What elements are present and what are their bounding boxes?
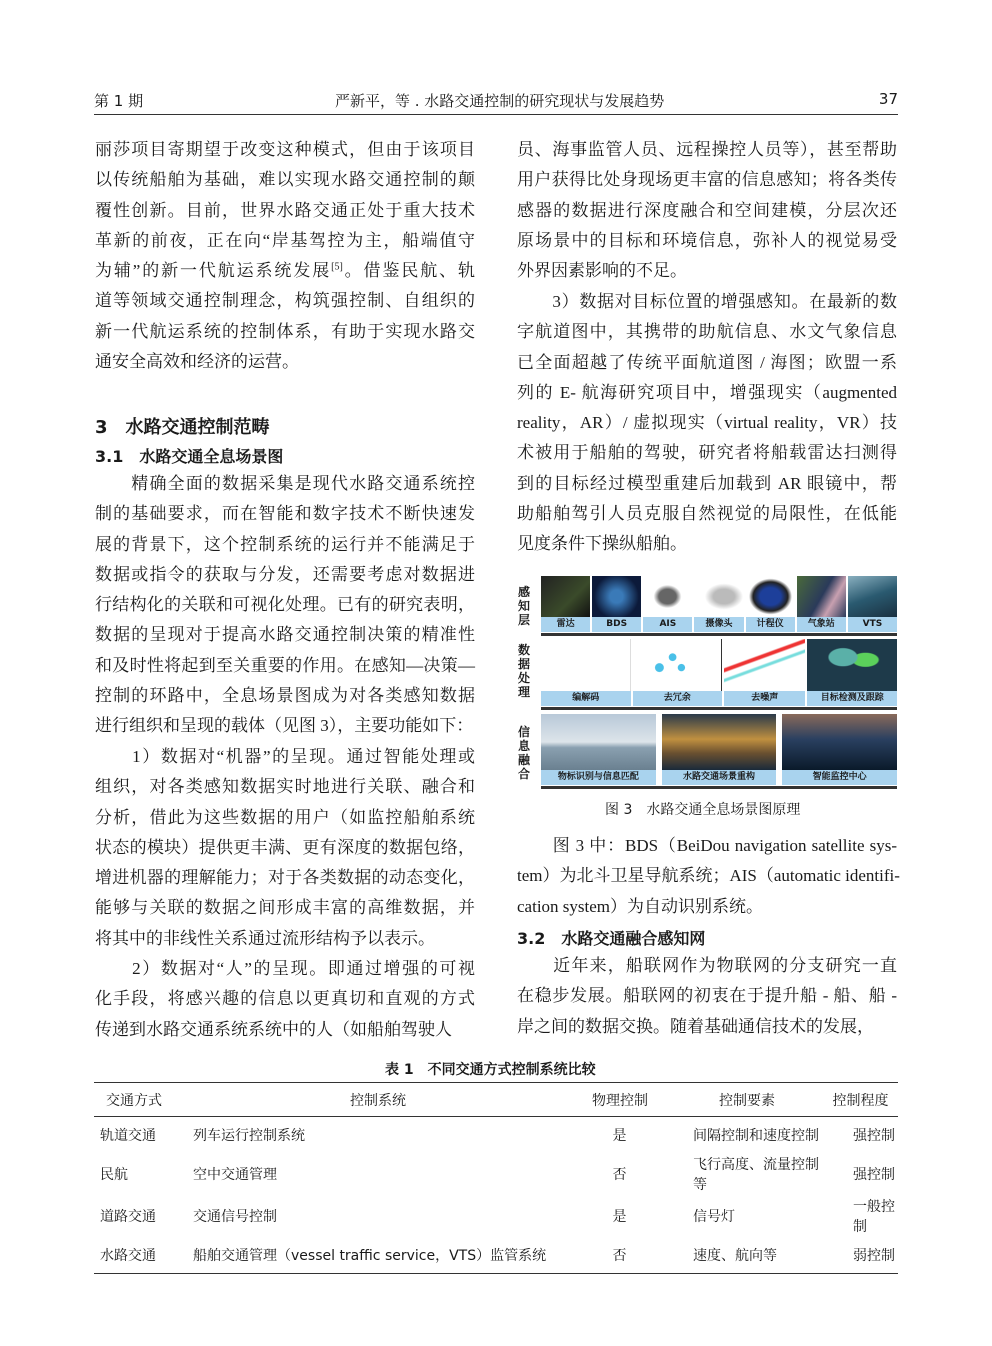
tracking-image — [807, 639, 897, 691]
text-line: 控制的环路中，全息场景图成为对各类感知数据 — [95, 686, 475, 706]
issue-number: 第 1 期 — [94, 92, 144, 110]
text-line: 2）数据对“人”的呈现。即通过增强的可视 — [95, 959, 475, 978]
text-line: 列的 E- 航海研究项目中，增强现实（augmented — [517, 382, 897, 402]
label-radar: 雷达 — [541, 617, 590, 632]
table-cell: 是 — [612, 1128, 627, 1144]
text-line: 组织，对各类感知数据实时地进行关联、融合和 — [95, 777, 475, 797]
table-cell: 是 — [612, 1209, 627, 1225]
table-cell: 水路交通 — [94, 1237, 187, 1274]
text-line: 增进机器的理解能力；对于各类数据的动态变化， — [95, 868, 475, 888]
bds-image — [592, 576, 641, 617]
text-line: 用户获得比处身现场更丰富的信息感知；将各类传 — [517, 170, 897, 190]
table-cell: 速度、航向等 — [671, 1237, 823, 1274]
figure-3 — [517, 575, 899, 791]
left-paragraph-3 — [95, 742, 475, 954]
table-caption: 表 1 不同交通方式控制系统比较 — [385, 1062, 596, 1078]
table-cell: 弱控制 — [823, 1237, 898, 1274]
text-line: 近年来，船联网作为物联网的分支研究一直 — [517, 956, 897, 975]
processing-row — [541, 639, 897, 706]
header-mode: 交通方式 — [94, 1083, 187, 1117]
layer-divider — [541, 786, 897, 789]
text-line: 分析，借此为这些数据的用户（如监控船舶系统 — [95, 807, 475, 827]
label-vts: VTS — [848, 617, 897, 632]
text-line: 进行组织和呈现的载体（见图 3），主要功能如下： — [95, 716, 474, 736]
denoise-chart — [724, 639, 805, 691]
figure-caption: 图 3 水路交通全息场景图原理 — [605, 802, 801, 818]
label-dedup: 去冗余 — [633, 691, 723, 706]
right-paragraph-4 — [517, 951, 897, 1042]
text-line: reality，AR）/ 虚拟现实（virtual reality，VR）技 — [517, 413, 897, 433]
text-line: cation system）为自动识别系统。 — [517, 896, 764, 916]
table-cell: 列车运行控制系统 — [193, 1128, 305, 1144]
table-cell: 否 — [612, 1167, 627, 1183]
text-line: 将其中的非线性关系通过流形结构予以表示。 — [95, 928, 435, 948]
text-line: 行结构化的关联和可视化处理。已有的研究表明， — [95, 595, 475, 615]
table-header-row — [94, 1083, 898, 1117]
layer-divider — [541, 633, 897, 636]
table-cell: 空中交通管理 — [193, 1167, 277, 1183]
text-line: 数据的呈现对于提高水路交通控制决策的精准性 — [95, 625, 475, 645]
log-image — [746, 576, 795, 617]
text-line: 精确全面的数据采集是现代水路交通系统控 — [95, 474, 475, 493]
label-log: 计程仪 — [746, 617, 795, 632]
text-line: 通安全高效和经济的运营。 — [95, 352, 299, 372]
table-cell: 强控制 — [853, 1128, 895, 1144]
table-cell: 强控制 — [853, 1167, 895, 1183]
running-title: 严新平，等 . 水路交通控制的研究现状与发展趋势 — [335, 92, 665, 110]
left-paragraph-1 — [95, 135, 475, 377]
table-row — [94, 1117, 898, 1154]
layer-label-processing: 数据处理 — [517, 643, 530, 699]
text-line: 新一代航运系统的控制体系，有助于实现水路交 — [95, 321, 475, 341]
subsection-heading-3-2: 3.2 水路交通融合感知网 — [517, 929, 706, 948]
text-line: 传递到水路交通系统系统中的人（如船舶驾驶人 — [95, 1019, 452, 1039]
text-line: 数据或指令的获取与分发，还需要考虑对数据进 — [95, 564, 475, 584]
text-line: 岸之间的数据交换。随着基础通信技术的发展， — [517, 1016, 874, 1036]
fusion-row — [541, 714, 897, 785]
table-cell: 飞行高度、流量控制等 — [693, 1157, 819, 1193]
subsection-heading: 3.1 水路交通全息场景图 — [95, 447, 284, 466]
label-bds: BDS — [592, 617, 641, 632]
label-scene-reconstruction: 水路交通场景重构 — [662, 770, 777, 785]
control-center-image — [782, 714, 897, 770]
right-paragraph-1 — [517, 135, 897, 286]
citation: [5] — [331, 261, 343, 273]
text-line: 到的目标经过模型重建后加载到 AR 眼镜中，帮 — [517, 473, 897, 493]
text-line: 化手段，将感兴趣的信息以更真切和直观的方式 — [95, 989, 475, 1009]
label-camera: 摄像头 — [694, 617, 743, 632]
text-line: 已全面超越了传统平面航道图 / 海图；欧盟一系 — [517, 352, 897, 372]
table-row — [94, 1195, 898, 1237]
text-line: 状态的模块）提供更丰满、更有深度的数据包络， — [95, 837, 475, 857]
bridge-image — [541, 714, 656, 770]
table-cell: 民航 — [100, 1167, 128, 1183]
text-line: 和及时性将起到至关重要的作用。在感知—决策— — [95, 655, 475, 675]
vts-image — [848, 576, 897, 617]
section-heading: 3 水路交通控制范畴 — [95, 417, 270, 438]
table-cell: 道路交通 — [100, 1209, 156, 1225]
text-line: 丽莎项目寄期望于改变这种模式，但由于该项目 — [95, 140, 475, 159]
text-fragment: 为辅”的新一代航运系统发展 — [95, 261, 332, 281]
text-line: 以传统船舶为基础，难以实现水路交通控制的颠 — [95, 170, 475, 190]
text-line: 原场景中的目标和环境信息，弥补人的视觉易受 — [517, 230, 897, 250]
dedup-diagram — [633, 639, 723, 691]
text-line: 3）数据对目标位置的增强感知。在最新的数 — [517, 292, 897, 311]
right-paragraph-3 — [517, 831, 900, 922]
text-line: 在稳步发展。船联网的初衷在于提升船 - 船、船 - — [517, 986, 897, 1006]
camera-image — [694, 576, 743, 617]
ais-image — [643, 576, 692, 617]
header-system: 控制系统 — [187, 1083, 569, 1117]
label-tracking: 目标检测及跟踪 — [807, 691, 897, 706]
text-line — [95, 256, 475, 286]
table-cell: 间隔控制和速度控制 — [693, 1128, 819, 1144]
text-line: 革新的前夜，正在向“岸基驾控为主，船端值守 — [95, 230, 475, 250]
text-line: 见度条件下操纵船舶。 — [517, 534, 687, 554]
text-line: 助船舶驾引人员克服自然视觉的局限性，在低能 — [517, 504, 897, 524]
right-paragraph-2 — [517, 287, 897, 560]
text-line: 图 3 中：BDS（BeiDou navigation satellite sys- — [517, 836, 897, 855]
text-line: tem）为北斗卫星导航系统；AIS（automatic identifi- — [517, 866, 900, 886]
weather-station-image — [797, 576, 846, 617]
header-elements: 控制要素 — [671, 1083, 823, 1117]
label-control-center: 智能监控中心 — [782, 770, 897, 785]
layer-label-perception: 感知层 — [517, 585, 530, 627]
layer-label-fusion: 信息融合 — [517, 725, 530, 781]
header-physical: 物理控制 — [569, 1083, 671, 1117]
table-cell: 船舶交通管理（vessel traffic service，VTS）监管系统 — [187, 1237, 569, 1274]
text-line: 能够与关联的数据之间形成丰富的高维数据，并 — [95, 898, 475, 918]
table-row — [94, 1237, 898, 1274]
label-codec: 编解码 — [541, 691, 631, 706]
text-line: 外界因素影响的不足。 — [517, 261, 687, 281]
label-ais: AIS — [643, 617, 692, 632]
perception-row — [541, 576, 897, 632]
codec-diagram — [541, 639, 631, 691]
text-line: 展的背景下，这个控制系统的运行并不能满足于 — [95, 534, 475, 554]
radar-image — [541, 576, 590, 617]
text-line: 制的基础要求，而在智能和数字技术不断快速发 — [95, 504, 475, 524]
layer-divider — [541, 707, 897, 710]
text-line: 字航道图中，其携带的助航信息、水文气象信息 — [517, 322, 897, 342]
scene-reconstruction-image — [662, 714, 777, 770]
table-cell: 一般控制 — [853, 1199, 895, 1235]
page-number: 37 — [878, 90, 898, 108]
left-paragraph-4 — [95, 954, 475, 1045]
table-cell: 轨道交通 — [100, 1128, 156, 1144]
table-cell: 信号灯 — [693, 1209, 735, 1225]
text-line: 感器的数据进行深度融合和空间建模，分层次还 — [517, 200, 897, 220]
left-paragraph-2 — [95, 469, 475, 742]
header-rule — [94, 114, 898, 115]
text-line: 道等领域交通控制理念，构筑强控制、自组织的 — [95, 291, 475, 311]
label-denoise: 去噪声 — [724, 691, 805, 706]
text-line: 术被用于船舶的驾驶，研究者将船载雷达扫测得 — [517, 443, 897, 463]
header-degree: 控制程度 — [823, 1083, 898, 1117]
label-weather-station: 气象站 — [797, 617, 846, 632]
text-line: 员、海事监管人员、远程操控人员等），甚至帮助 — [517, 140, 897, 159]
text-fragment: 。借鉴民航、轨 — [342, 261, 476, 281]
table-cell: 否 — [569, 1237, 671, 1274]
table-cell: 交通信号控制 — [193, 1209, 277, 1225]
comparison-table — [94, 1082, 898, 1274]
text-line: 覆性创新。目前，世界水路交通正处于重大技术 — [95, 200, 475, 220]
label-target-matching: 物标识别与信息匹配 — [541, 770, 656, 785]
table-row — [94, 1153, 898, 1195]
text-line: 1）数据对“机器”的呈现。通过智能处理或 — [95, 747, 475, 766]
